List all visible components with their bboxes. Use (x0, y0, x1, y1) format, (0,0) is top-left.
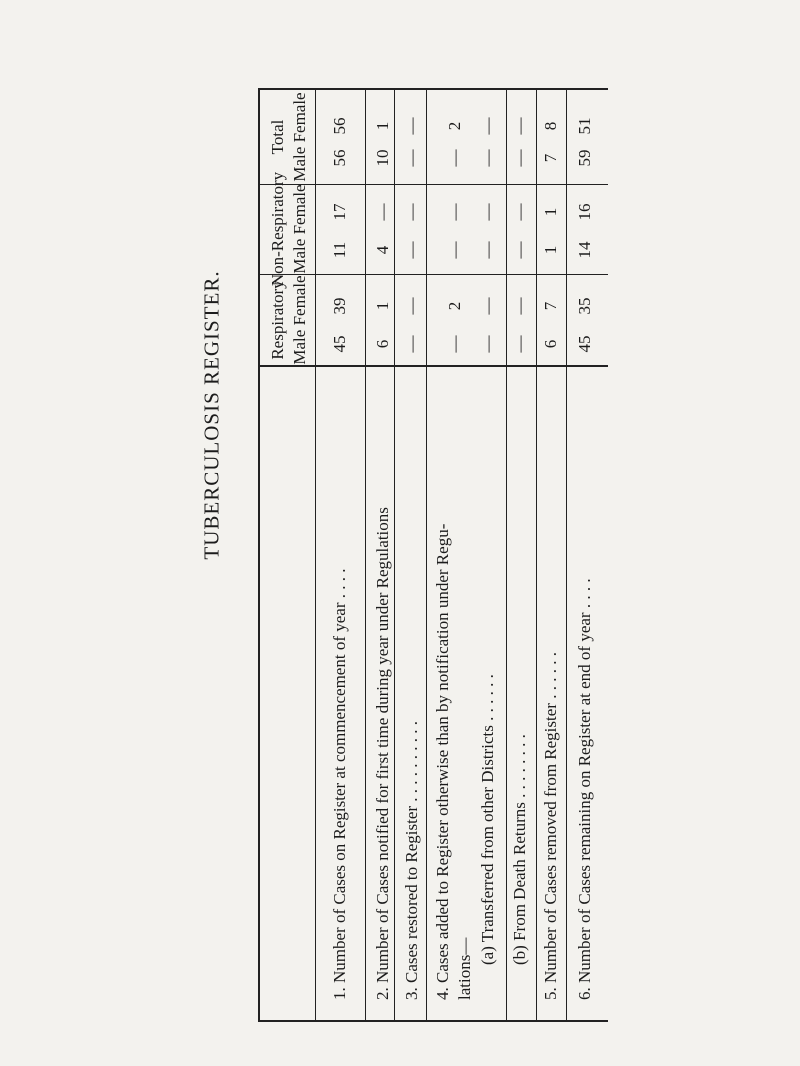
row-divider (315, 90, 316, 1020)
row-divider (394, 90, 395, 1020)
page-title-text: TUBERCULOSIS REGISTER. (199, 270, 224, 560)
tuberculosis-register-table: Total Male Female Non-Respiratory Male Female Respiratory Male Female 56 56 17 11 39 45 1. Number of Cases on Register at commencement of year . . . . 1 10 — 4 1 6 2. Number of Cases notified for first time during year under Regulations — — — — — — 3. Cases restored to Register . . . . . . . . . . 2 — — — 2 — 4. Cases added to Register otherwise than by notification under Regu- lations— — — — — — — (a) Transferred from other Districts . . . . . . — — — — — — (b) From Death Returns . . . . . . . . 8 7 1 1 7 6 5. Number of Cases removed from Register . . . . . . 51 59 16 14 35 45 6. Number of Cases remaining on Register at end of year . . . . (258, 88, 608, 1022)
row-divider (566, 90, 567, 1020)
column-divider (260, 274, 608, 275)
row-divider (536, 90, 537, 1020)
row-divider (365, 90, 366, 1020)
column-divider (260, 365, 608, 367)
column-divider (260, 184, 608, 185)
row-divider (506, 90, 507, 1020)
row-divider (426, 90, 427, 1020)
